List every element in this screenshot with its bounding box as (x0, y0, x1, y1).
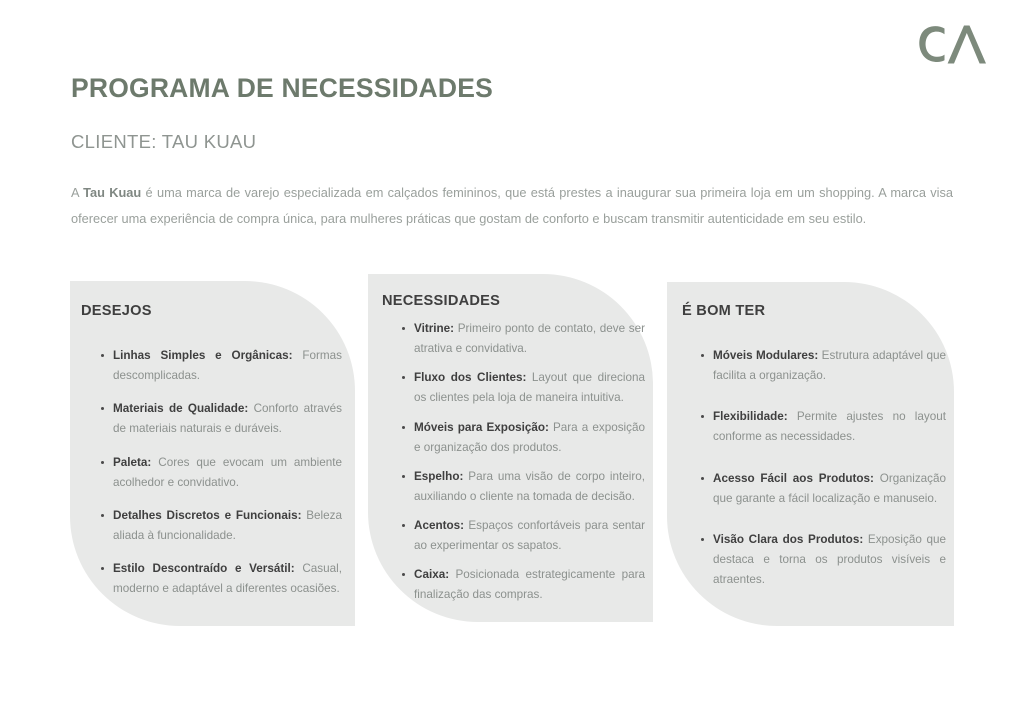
list-item-text: Primeiro ponto de contato, deve ser atrativa e convidativa. (414, 322, 645, 356)
list-item (100, 346, 342, 386)
intro-body: é uma marca de varejo especializada em calçados femininos, que está prestes a inaugurar sua primeira loja em um shopping. A marca visa oferecer uma experiência de compra única, para mulheres práticas que gostam de conforto e buscam transmitir autenticidade em seu estilo. (71, 185, 953, 227)
card-necessidades (368, 274, 653, 622)
list-item-term: Acesso Fácil aos Produtos: (713, 471, 874, 485)
list-item-term: Fluxo dos Clientes: (414, 371, 527, 385)
list-item (401, 319, 645, 359)
list-item-text: Casual, moderno e adaptável a diferentes ocasiões. (113, 562, 342, 596)
ca-monogram-logo (914, 22, 986, 68)
list-item-term: Flexibilidade: (713, 410, 788, 424)
list-item (401, 467, 645, 507)
list-item-term: Detalhes Discretos e Funcionais: (113, 508, 302, 522)
list-item-text: Permite ajustes no layout conforme as necessidades. (713, 410, 946, 444)
list-item (100, 453, 342, 493)
intro-paragraph (71, 180, 953, 233)
list-item-text: Conforto através de materiais naturais e duráveis. (113, 402, 342, 436)
list-item (401, 565, 645, 605)
list-item-term: Móveis para Exposição: (414, 420, 549, 434)
card-title-desejos: DESEJOS (81, 303, 152, 319)
list-item (700, 469, 946, 509)
list-item (700, 530, 946, 590)
list-item (100, 559, 342, 599)
list-item-term: Materiais de Qualidade: (113, 402, 249, 416)
list-item (700, 346, 946, 386)
list-item-text: Organização que garante a fácil localização e manuseio. (713, 471, 947, 505)
card-list-necessidades (401, 319, 645, 606)
list-item-term: Espelho: (414, 469, 464, 483)
list-item (700, 407, 946, 447)
list-item-term: Paleta: (113, 455, 152, 469)
list-item (401, 418, 645, 458)
card-title-necessidades: NECESSIDADES (382, 293, 501, 309)
list-item-text: Formas descomplicadas. (113, 349, 342, 383)
list-item-text: Exposição que destaca e torna os produtos visíveis e atraentes. (713, 532, 946, 586)
list-item-text: Beleza aliada à funcionalidade. (113, 508, 343, 542)
list-item-text: Para a exposição e organização dos produtos. (414, 420, 645, 454)
brand-name: Tau Kuau (83, 185, 142, 200)
list-item-text: Estrutura adaptável que facilita a organização. (713, 349, 946, 383)
client-subtitle: CLIENTE: TAU KUAU (71, 131, 257, 152)
list-item-text: Cores que evocam um ambiente acolhedor e convidativo. (113, 455, 342, 489)
card-title-e-bom-ter: É BOM TER (682, 303, 766, 319)
list-item-term: Caixa: (414, 568, 450, 582)
card-e-bom-ter (667, 282, 954, 626)
intro-prefix: A (71, 185, 84, 200)
list-item (100, 506, 342, 546)
list-item-text: Para uma visão de corpo inteiro, auxiliando o cliente na tomada de decisão. (414, 469, 645, 503)
list-item-text: Espaços confortáveis para sentar ao experimentar os sapatos. (414, 519, 645, 553)
card-list-e-bom-ter (700, 346, 946, 590)
list-item-term: Vitrine: (414, 322, 455, 335)
list-item-text: Posicionada estrategicamente para finalização das compras. (414, 568, 645, 602)
list-item-term: Linhas Simples e Orgânicas: (113, 349, 293, 362)
list-item-term: Móveis Modulares: (713, 349, 819, 362)
page-title: PROGRAMA DE NECESSIDADES (71, 73, 493, 103)
list-item-term: Estilo Descontraído e Versátil: (113, 562, 295, 575)
list-item-term: Acentos: (414, 519, 465, 532)
card-desejos (70, 281, 355, 626)
list-item-term: Visão Clara dos Produtos: (713, 532, 864, 546)
list-item (401, 516, 645, 556)
list-item-text: Layout que direciona os clientes pela loja de maneira intuitiva. (414, 371, 645, 405)
list-item (100, 399, 342, 439)
list-item (401, 368, 645, 408)
card-list-desejos (100, 346, 342, 599)
